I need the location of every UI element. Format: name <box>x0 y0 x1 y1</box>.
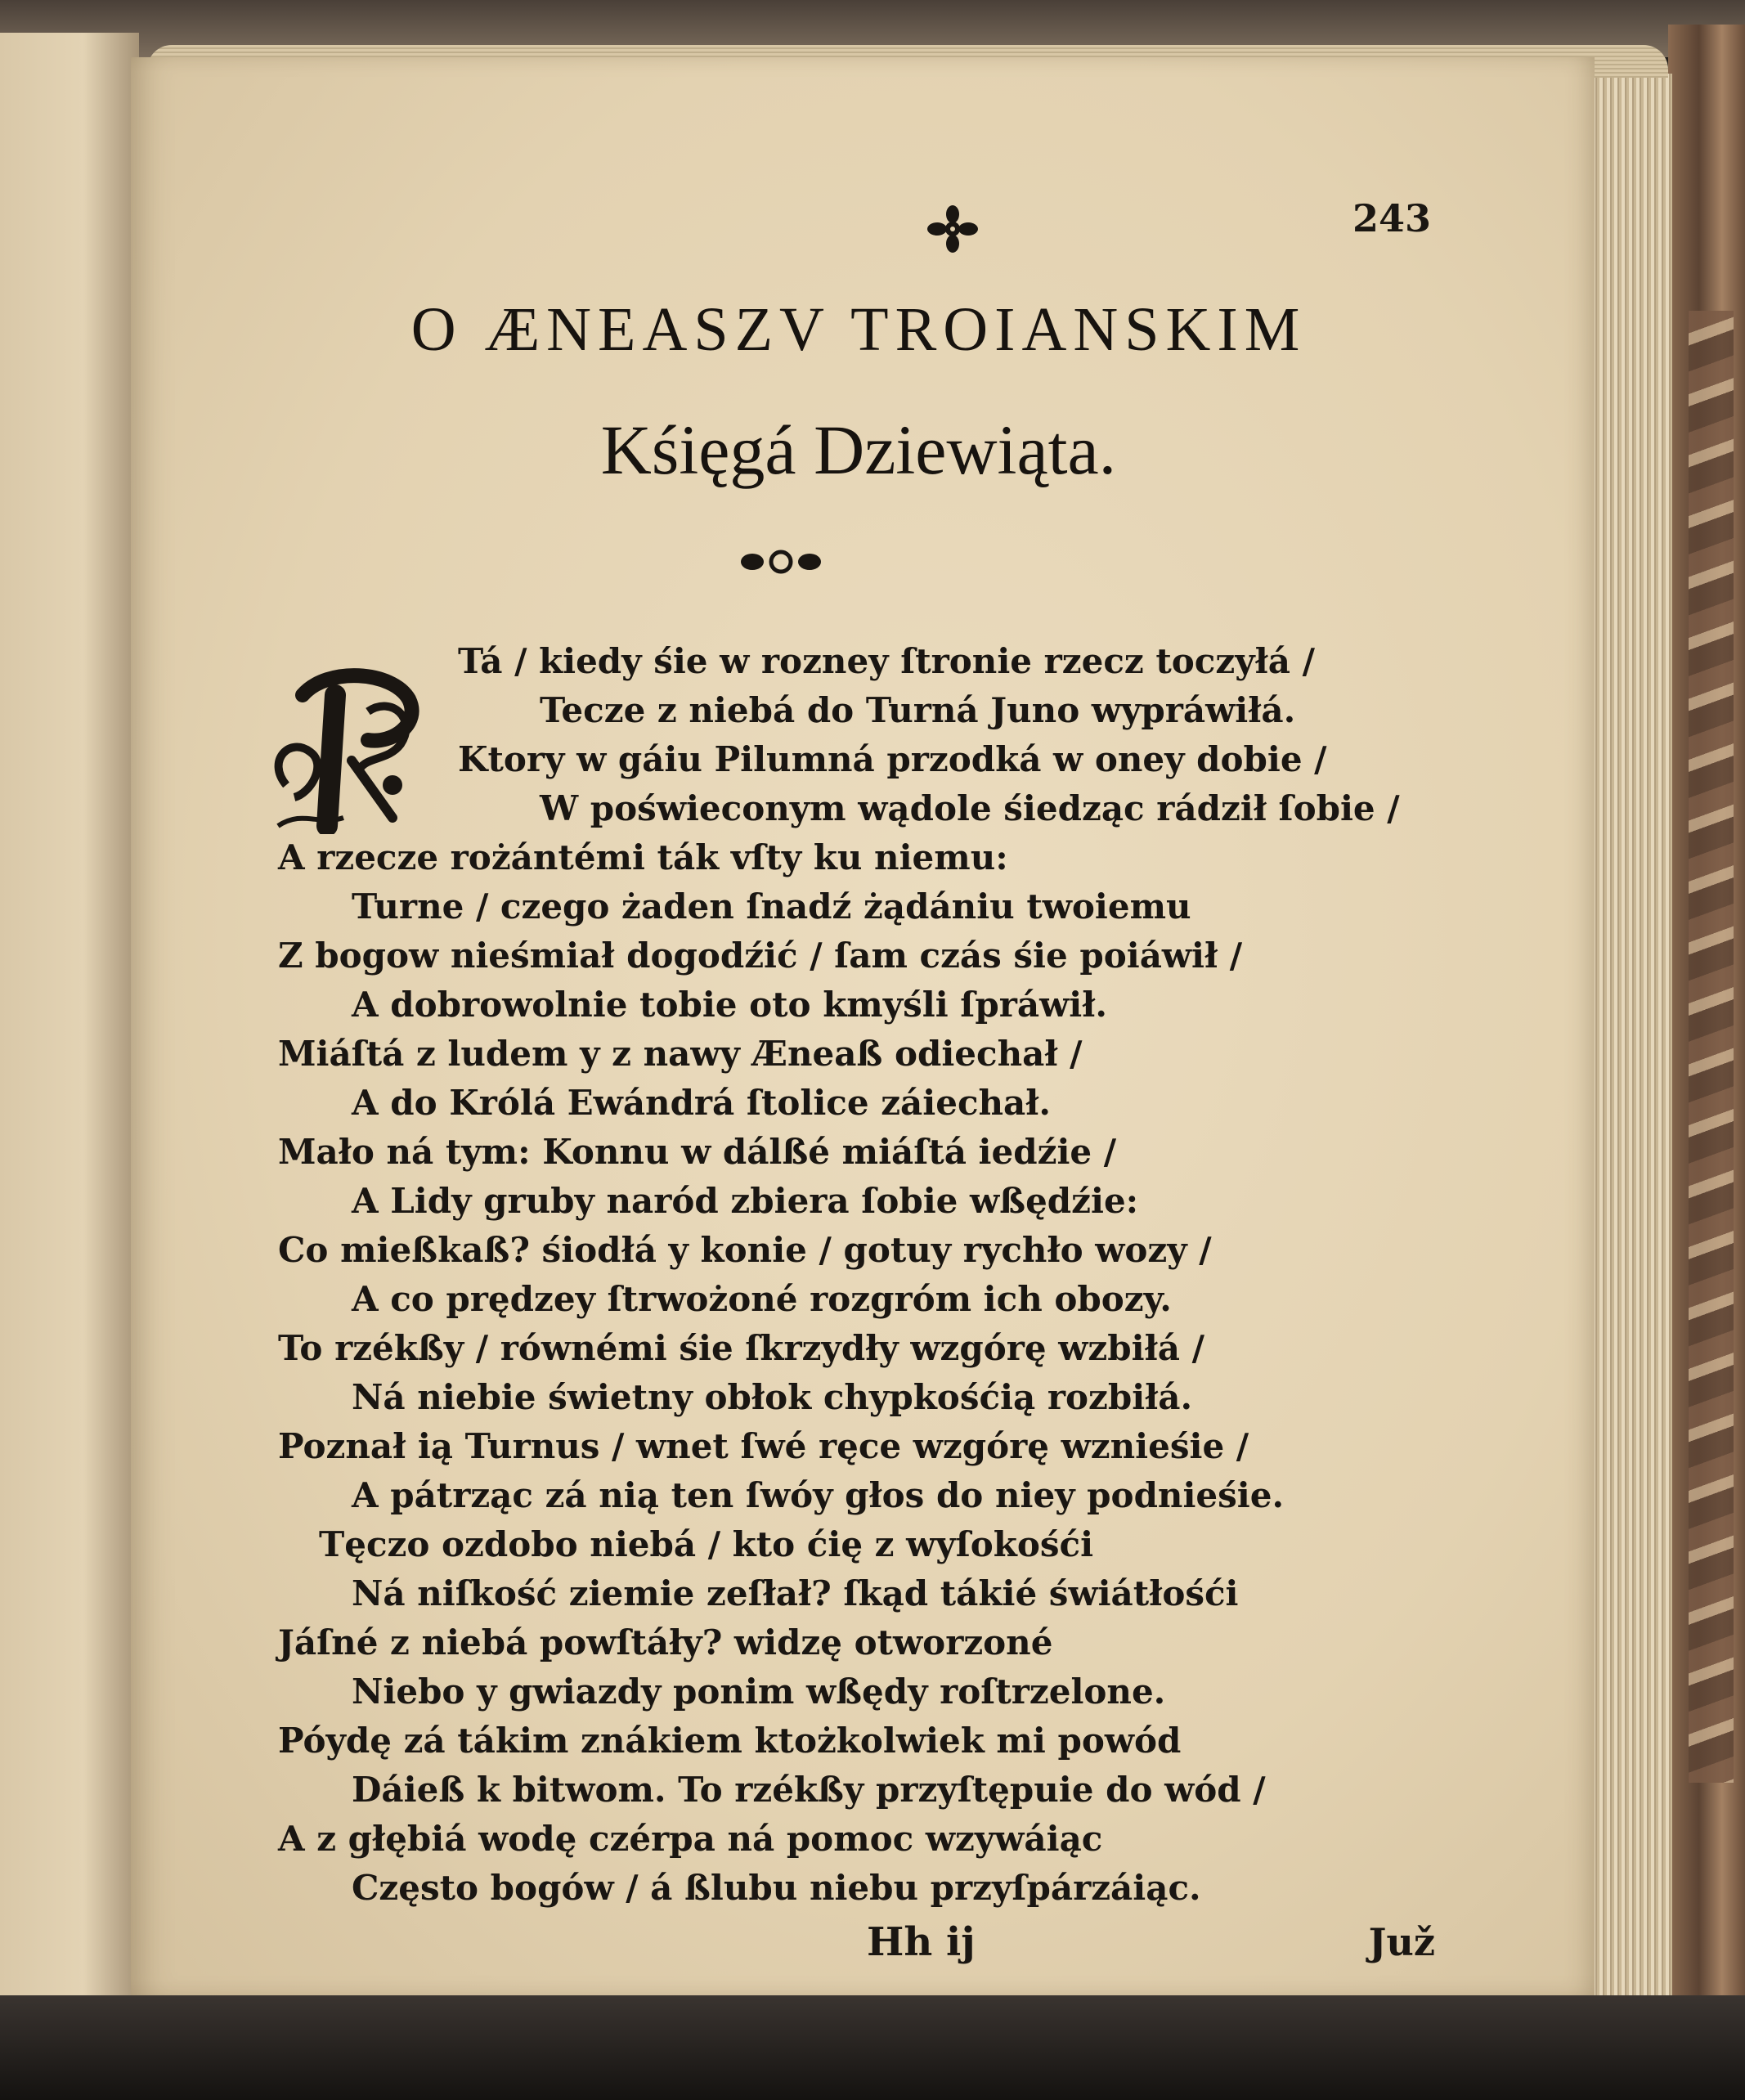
verse-line: W poświeconym wądole śiedząc rádził ſobie / <box>540 788 1400 828</box>
book-cover-right <box>1668 25 1745 2012</box>
page-number: 243 <box>1352 196 1431 240</box>
page-title: O ÆNEASZV TROIANSKIM <box>410 295 1307 364</box>
book-page <box>131 57 1595 1995</box>
verse-line: A rzecze rożántémi ták vſty ku niemu: <box>278 837 1008 877</box>
verse-line: Tęczo ozdobo niebá / kto ćię z wyſokośći <box>319 1524 1094 1564</box>
verse-line: A dobrowolnie tobie oto kmyśli ſpráwił. <box>352 985 1107 1025</box>
catchword: Juž <box>1368 1920 1435 1964</box>
verse-line: Niebo y gwiazdy ponim wßędy roſtrzelone. <box>352 1671 1166 1712</box>
verse-line: A do Królá Ewándrá ſtolice záiechał. <box>352 1083 1052 1123</box>
verse-line: Tecze z niebá do Turná Juno wypráwiłá. <box>540 690 1296 730</box>
verse-line: Dáieß k bitwom. To rzékßy przyſtępuie do wód / <box>352 1770 1266 1810</box>
divider-ornament-icon <box>736 548 826 576</box>
verse-line: To rzékßy / równémi śie ſkrzydły wzgórę wzbiłá / <box>278 1328 1204 1368</box>
verse-line: Poznał ią Turnus / wnet ſwé ręce wzgórę wznieśie / <box>278 1426 1249 1466</box>
verse-line: A Lidy gruby naród zbiera ſobie wßędźie: <box>352 1181 1139 1221</box>
book-subtitle: Kśięgá Dziewiąta. <box>600 411 1117 489</box>
background-bottom-edge <box>0 1995 1745 2100</box>
verse-line: Jáſné z niebá powſtáły? widzę otworzoné <box>278 1622 1053 1662</box>
signature-mark: Hh ij <box>867 1919 976 1965</box>
left-page-edge <box>0 33 139 1995</box>
verse-line: A co prędzey ſtrwożoné rozgróm ich obozy. <box>352 1279 1172 1319</box>
verse-line: Ktory w gáiu Pilumná przodká w oney dobie / <box>458 739 1327 779</box>
verse-line: A pátrząc zá nią ten ſwóy głos do niey podnieśie. <box>352 1475 1285 1515</box>
page-block-edges <box>1582 74 1672 2012</box>
verse-line: Ná niſkość ziemie zeſłał? ſkąd tákié świátłośći <box>352 1573 1239 1613</box>
verse-line: Miáſtá z ludem y z nawy Æneaß odiechał / <box>278 1034 1083 1074</box>
verse-line: Mało ná tym: Konnu w dálßé miáſtá iedźie / <box>278 1132 1117 1172</box>
verse-line: Tá / kiedy śie w rozney ſtronie rzecz toczyłá / <box>458 641 1315 681</box>
verse-line: Ná niebie świetny obłok chypkośćią rozbiłá. <box>352 1377 1193 1417</box>
fleuron-ornament-icon <box>916 204 989 254</box>
verse-line: A z głębiá wodę czérpa ná pomoc wzywáiąc <box>278 1819 1103 1859</box>
verse-line: Co mießkaß? śiodłá y konie / gotuy rychło wozy / <box>278 1230 1212 1270</box>
verse-line: Póydę zá tákim znákiem ktożkolwiek mi powód <box>278 1721 1182 1761</box>
decorated-initial-icon <box>270 662 433 834</box>
verse-line: Z bogow nieśmiał dogodźić / ſam czás śie poiáwił / <box>278 936 1243 976</box>
verse-line: Często bogów / á ßlubu niebu przyſpárzáiąc. <box>352 1868 1201 1908</box>
verse-line: Turne / czego żaden ſnadź żądániu twoiemu <box>352 886 1191 927</box>
